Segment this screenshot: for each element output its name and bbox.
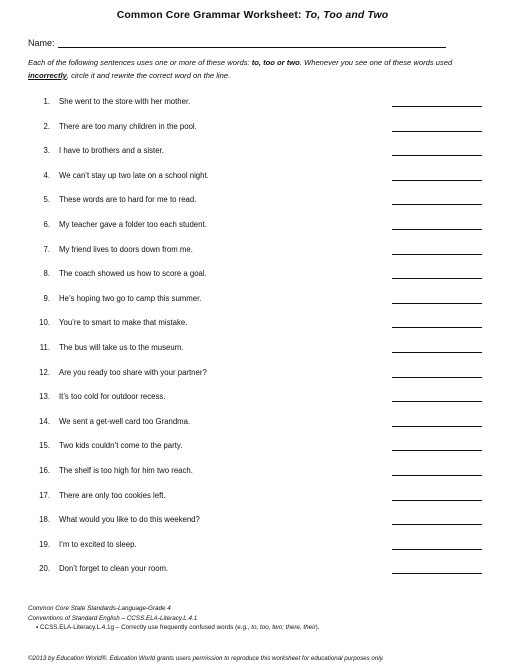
question-number: 16. [39, 466, 50, 475]
question-text: These words are to hard for me to read. [59, 195, 197, 205]
worksheet-title [0, 9, 505, 21]
question-number: 14. [39, 416, 50, 426]
question-row [0, 195, 505, 207]
question-row [0, 294, 505, 306]
question-row [0, 392, 505, 404]
question-row [0, 417, 505, 429]
standards-bullet-a: ▪ CCSS.ELA-Literacy.L.4.1g – Correctly use frequently confused words (e.g., [36, 624, 252, 631]
question-text: The bus will take us to the museum. [59, 343, 184, 352]
standards-bullet-examples: to, too, two; there, their [251, 624, 316, 631]
answer-line[interactable] [392, 254, 482, 255]
question-row [0, 441, 505, 453]
answer-line[interactable] [392, 229, 482, 230]
standards-bullet [28, 623, 320, 633]
answer-line[interactable] [392, 475, 482, 476]
standards-bullet-b: ). [315, 624, 320, 631]
question-text: Are you ready too share with your partner? [59, 367, 207, 377]
answer-line[interactable] [392, 401, 482, 402]
answer-line[interactable] [392, 106, 482, 107]
question-number: 19. [39, 539, 50, 549]
question-row [0, 368, 505, 380]
standards-line1: Common Core State Standards-Language-Grade 4 [28, 605, 171, 612]
instructions-incorrectly: incorrectly [28, 71, 67, 80]
question-number: 12. [39, 367, 50, 377]
standards-block [28, 604, 320, 633]
question-number: 11. [39, 343, 50, 352]
question-number: 4. [43, 170, 50, 180]
answer-line[interactable] [392, 278, 482, 279]
question-number: 15. [39, 441, 50, 451]
question-row [0, 171, 505, 183]
question-text: Two kids couldn’t come to the party. [59, 441, 183, 451]
answer-line[interactable] [392, 327, 482, 328]
question-text: He’s hoping two go to camp this summer. [59, 293, 202, 303]
copyright: ©2013 by Education World®. Education World grants users permission to reproduce this worksheet for educational purposes only. [28, 655, 385, 662]
name-row [28, 38, 446, 48]
instructions [28, 56, 478, 82]
answer-line[interactable] [392, 524, 482, 525]
question-number: 10. [39, 318, 50, 328]
question-row [0, 245, 505, 257]
standards-line2: Conventions of Standard English – CCSS.ELA-Literacy.L.4.1 [28, 614, 198, 622]
question-number: 9. [43, 293, 50, 303]
question-row [0, 146, 505, 158]
question-number: 18. [39, 515, 50, 525]
question-text: My teacher gave a folder too each student. [59, 220, 207, 229]
question-text: The shelf is too high for him two reach. [59, 466, 193, 475]
answer-line[interactable] [392, 303, 482, 304]
answer-line[interactable] [392, 131, 482, 132]
answer-line[interactable] [392, 204, 482, 205]
question-row [0, 343, 505, 355]
instructions-part2: . Whenever you see one of these words used [299, 58, 453, 67]
question-number: 5. [43, 195, 50, 205]
question-number: 7. [43, 244, 50, 254]
question-number: 20. [39, 564, 50, 574]
answer-line[interactable] [392, 573, 482, 574]
question-row [0, 97, 505, 109]
question-number: 13. [39, 392, 50, 402]
question-row [0, 515, 505, 527]
question-text: The coach showed us how to score a goal. [59, 269, 207, 279]
answer-line[interactable] [392, 180, 482, 181]
question-text: Don’t forget to clean your room. [59, 564, 169, 574]
title-main: Common Core Grammar Worksheet: [116, 9, 305, 21]
question-number: 1. [43, 97, 50, 106]
question-row [0, 564, 505, 576]
question-text: We can’t stay up two late on a school night. [59, 170, 209, 180]
question-text: My friend lives to doors down from me. [59, 244, 193, 254]
question-row [0, 318, 505, 330]
question-text: You’re to smart to make that mistake. [59, 318, 188, 328]
answer-line[interactable] [392, 549, 482, 550]
question-text: I have to brothers and a sister. [59, 146, 164, 156]
answer-line[interactable] [392, 450, 482, 451]
question-text: We sent a get-well card too Grandma. [59, 416, 191, 426]
name-line[interactable] [58, 38, 446, 48]
question-number: 17. [39, 490, 50, 500]
question-row [0, 540, 505, 552]
answer-line[interactable] [392, 426, 482, 427]
answer-line[interactable] [392, 500, 482, 501]
question-number: 6. [43, 220, 50, 229]
question-text: There are only too cookies left. [59, 490, 166, 500]
answer-line[interactable] [392, 352, 482, 353]
question-row [0, 220, 505, 232]
answer-line[interactable] [392, 377, 482, 378]
instructions-part1: Each of the following sentences uses one or more of these words: [28, 58, 252, 67]
question-text: She went to the store with her mother. [59, 97, 191, 106]
answer-line[interactable] [392, 155, 482, 156]
question-text: What would you like to do this weekend? [59, 515, 200, 525]
name-label: Name: [28, 38, 55, 48]
question-row [0, 122, 505, 134]
question-row [0, 269, 505, 281]
question-number: 2. [43, 121, 50, 131]
question-text: It’s too cold for outdoor recess. [59, 392, 166, 402]
question-row [0, 491, 505, 503]
instructions-words: to, too or two [251, 58, 300, 67]
title-topic: To, Too and Two [304, 9, 389, 21]
question-number: 8. [43, 269, 50, 279]
question-text: There are too many children in the pool. [59, 121, 197, 131]
question-text: I’m to excited to sleep. [59, 539, 137, 549]
instructions-part3: , circle it and rewrite the correct word on the line. [66, 71, 231, 80]
question-number: 3. [43, 146, 50, 156]
question-row [0, 466, 505, 478]
